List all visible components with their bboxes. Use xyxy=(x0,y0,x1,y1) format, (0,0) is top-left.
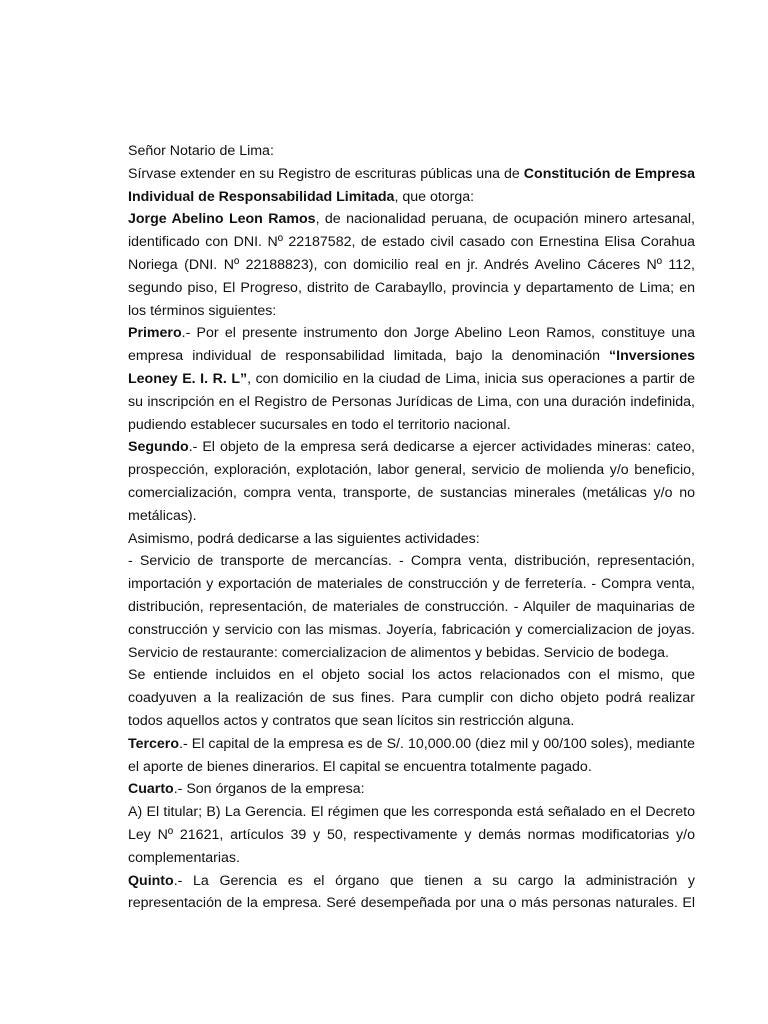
clause-tercero-text: .- El capital de la empresa es de S/. 10,000.00 (diez mil y 00/100 soles), mediante el aporte de bienes dinerarios. El capital se encuentra totalmente pagado. xyxy=(128,735,695,775)
clause-primero-label: Primero xyxy=(128,325,182,342)
document-body xyxy=(128,140,695,915)
clause-segundo xyxy=(128,436,695,527)
deed-title: Constitución de Empresa Individual de Responsabilidad Limitada xyxy=(128,165,695,205)
salutation: Señor Notario de Lima: xyxy=(128,143,274,159)
clause-quinto-label: Quinto xyxy=(128,872,174,889)
clause-cuarto-label: Cuarto xyxy=(128,781,174,798)
activities-paragraph: - Servicio de transporte de mercancías. - Compra venta, distribución, representación, importación y exportación de materiales de construcción y de ferretería. - Compra venta, distribución, representación, de materiales de construcción. - Alquiler de maquinarias de construcción y servicio con las mismas. Joyería, fabricación y comercializacion de joyas. xyxy=(128,553,695,638)
restaurant-line: Servicio de restaurante: comercializacion de alimentos y bebidas. Servicio de bodega. xyxy=(128,644,669,661)
clause-segundo-label: Segundo xyxy=(128,439,189,456)
included-paragraph: Se entiende incluidos en el objeto social los actos relacionados con el mismo, que coadyuven a la realización de sus fines. Para cumplir con dicho objeto podrá realizar todos aquellos actos y contratos que sean lícitos sin restricción alguna. xyxy=(128,667,695,729)
clause-primero-text: .- Por el presente instrumento don Jorge Abelino Leon Ramos, constituye una empresa individual de responsabilidad limitada, bajo la denominación xyxy=(128,325,695,365)
clause-primero xyxy=(128,322,695,436)
clause-tercero-label: Tercero xyxy=(128,735,179,752)
clause-segundo-text: .- El objeto de la empresa será dedicarse a ejercer actividades mineras: cateo, prospección, exploración, explotación, labor general, servicio de molienda y/o beneficio, comercialización, compra venta, transporte, de sustancias minerales (metálicas y/o no metálicas). xyxy=(128,439,695,524)
clause-tercero xyxy=(128,733,695,779)
clause-quinto-text: .- La Gerencia es el órgano que tienen a su cargo la administración y representación de la empresa. Seré desempeñada por una o más personas naturales. El xyxy=(128,872,695,912)
clause-primero-text-cont: , con domicilio en la ciudad de Lima, inicia sus operaciones a partir de su inscripción en el Registro de Personas Jurídicas de Lima, con una duración indefinida, pudiendo establecer sucursales en todo el territorio nacional. xyxy=(128,370,695,433)
grantor-details: , de nacionalidad peruana, de ocupación minero artesanal, identificado con DNI. Nº 22187582, de estado civil casado con Ernestina Elisa Corahua Noriega (DNI. Nº 22188823), con domicilio real en jr. Andrés Avelino Cáceres Nº 112, segundo piso, El Progreso, distrito de Carabayllo, provincia y departamento de Lima; en los términos siguientes: xyxy=(128,211,695,319)
asimismo-line: Asimismo, podrá dedicarse a las siguientes actividades: xyxy=(128,530,480,547)
organs-paragraph: A) El titular; B) La Gerencia. El régimen que les corresponda está señalado en el Decreto Ley Nº 21621, artículos 39 y 50, respectivamente y demás normas modificatorias y/o complementarias. xyxy=(128,804,695,866)
grantor-paragraph xyxy=(128,208,695,322)
intro-paragraph xyxy=(128,163,695,209)
grantor-name: Jorge Abelino Leon Ramos xyxy=(128,211,316,228)
company-name: “Inversiones Leoney E. I. R. L” xyxy=(128,348,695,387)
intro-closing: , que otorga: xyxy=(394,188,475,205)
intro-text: Sírvase extender en su Registro de escrituras públicas una de xyxy=(128,165,524,182)
clause-quinto xyxy=(128,870,695,916)
clause-cuarto xyxy=(128,778,695,801)
clause-cuarto-text: .- Son órganos de la empresa: xyxy=(173,781,365,798)
